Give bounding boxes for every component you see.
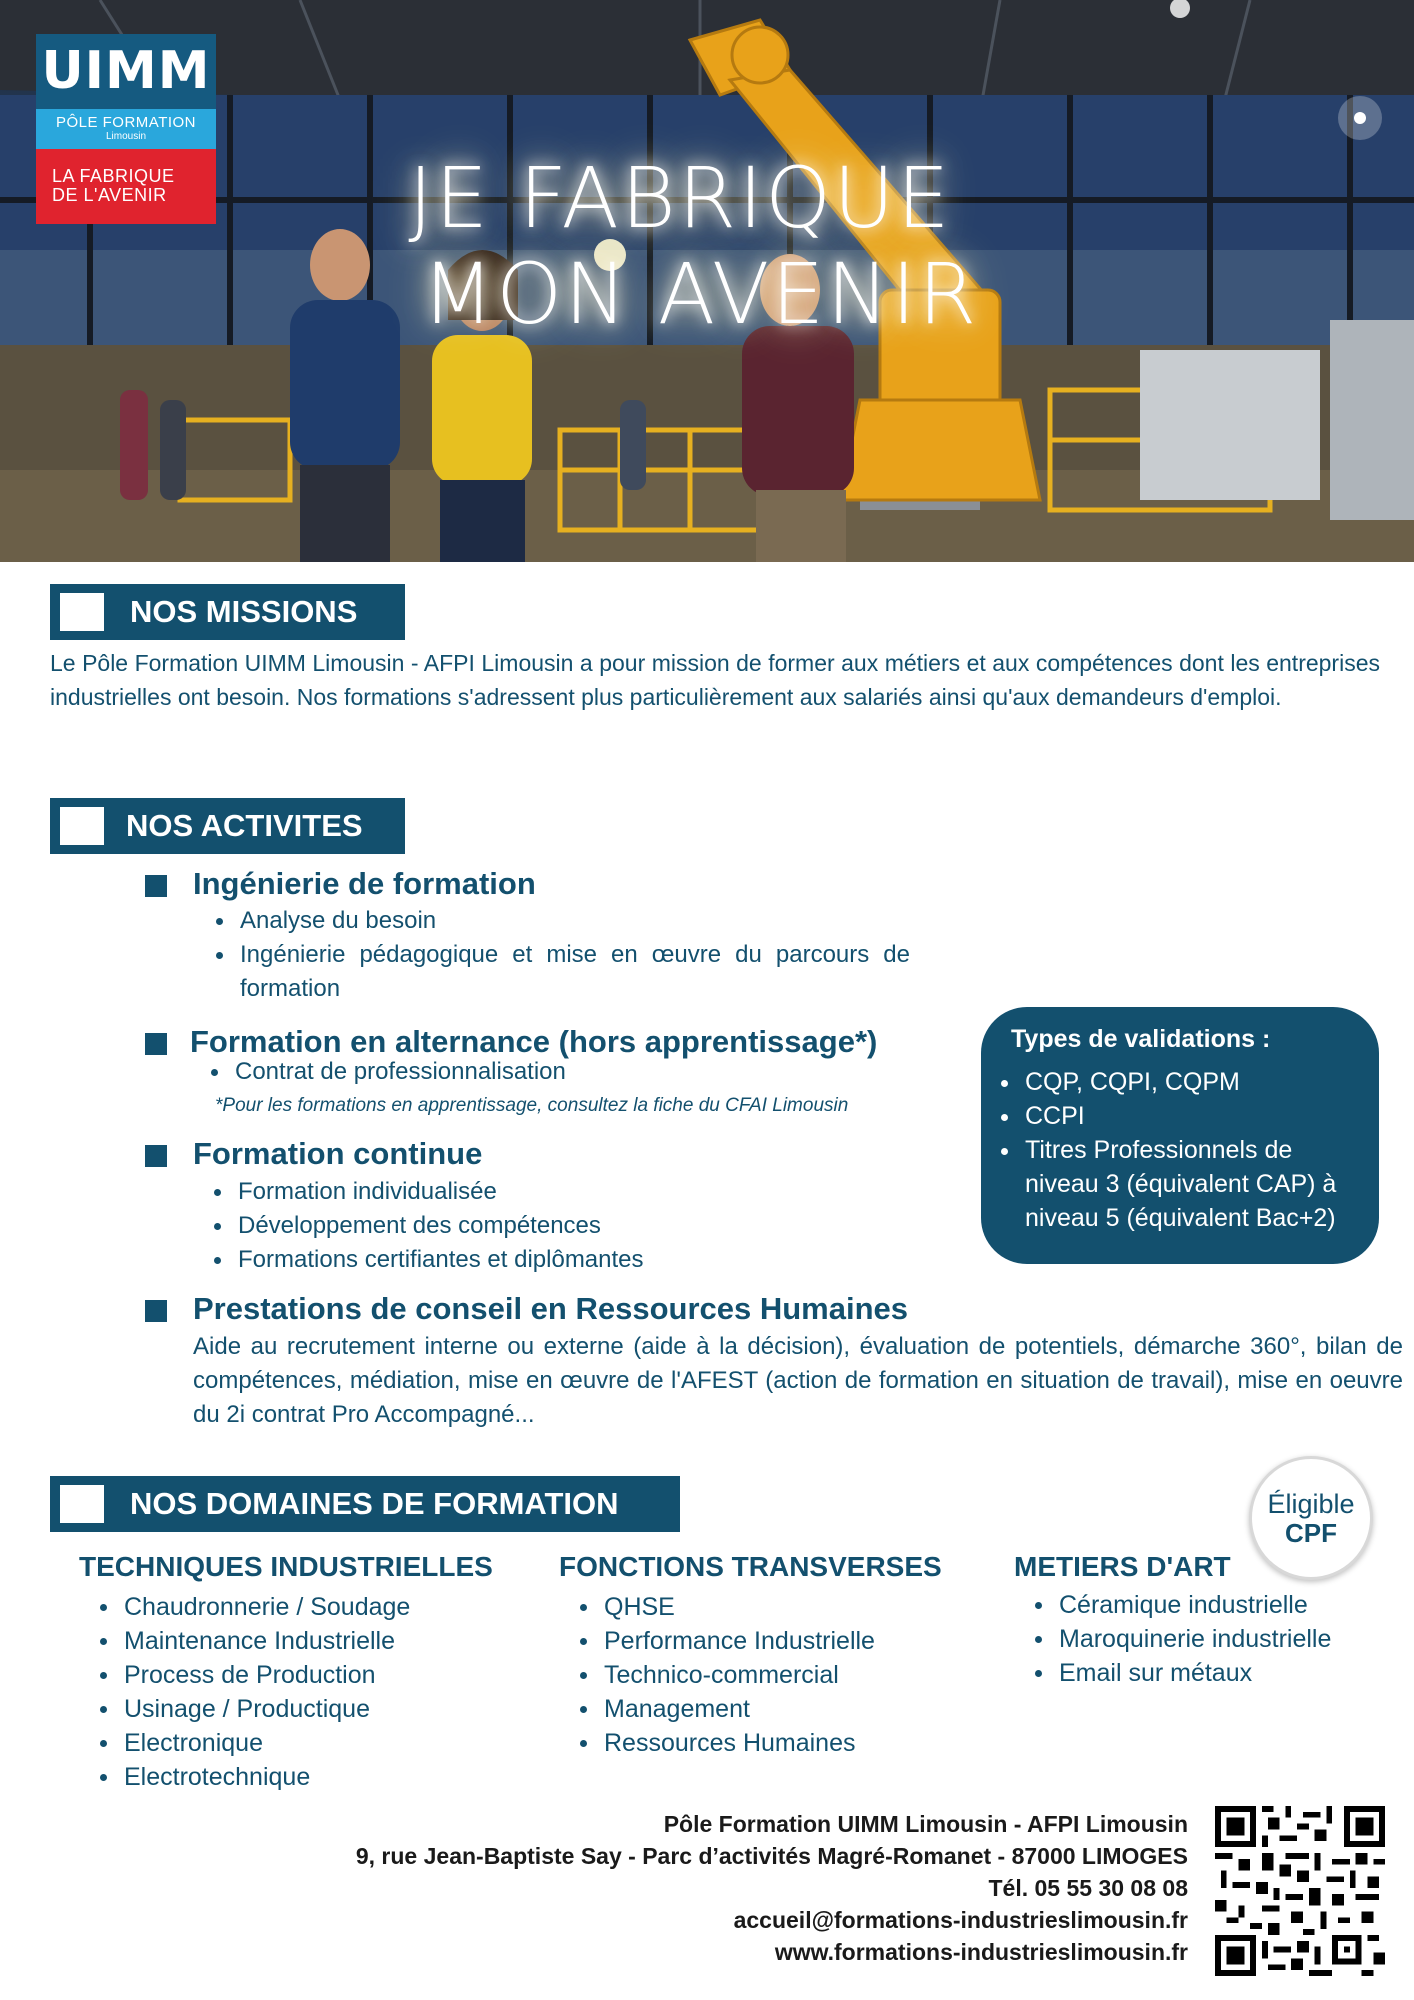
logo-tagline [36, 149, 216, 224]
missions-heading-text: NOS MISSIONS [130, 594, 358, 629]
list-art [1029, 1588, 1399, 1690]
contact-address: 9, rue Jean-Baptiste Say - Parc d’activités Magré-Romanet - 87000 LIMOGES [355, 1843, 1188, 1869]
list-item: Formations certifiantes et diplômantes [208, 1243, 908, 1277]
logo-subtitle-band [36, 109, 216, 149]
activity-title-alternance: Formation en alternance (hors apprentissage*) [190, 1024, 878, 1059]
uimm-logo [36, 34, 216, 224]
list-item: Management [574, 1692, 994, 1726]
domains-heading [50, 1476, 680, 1532]
list-transverses [574, 1590, 994, 1760]
list-techniques [94, 1590, 534, 1794]
activity-title-conseil: Prestations de conseil en Ressources Humaines [193, 1291, 908, 1326]
list-item: Electronique [94, 1726, 534, 1760]
validations-title: Types de validations : [1011, 1025, 1271, 1053]
list-item: QHSE [574, 1590, 994, 1624]
activity-title-continue: Formation continue [193, 1136, 483, 1171]
list-item: Process de Production [94, 1658, 534, 1692]
square-bullet-icon [145, 1033, 167, 1055]
heading-square-icon [60, 807, 104, 845]
logo-region: Limousin [105, 131, 147, 142]
validations-list [999, 1065, 1369, 1235]
square-bullet-icon [145, 875, 167, 897]
hero-headline [300, 150, 1060, 342]
contact-org: Pôle Formation UIMM Limousin - AFPI Limousin [663, 1811, 1188, 1837]
list-item: Contrat de professionnalisation [205, 1055, 805, 1089]
contact-block [356, 1808, 1188, 1968]
list-item: Ressources Humaines [574, 1726, 994, 1760]
logo-brand: UIMM [36, 34, 216, 109]
list-item: Usinage / Productique [94, 1692, 534, 1726]
domains-heading-text: NOS DOMAINES DE FORMATION [130, 1486, 619, 1521]
contact-email-link[interactable]: accueil@formations-industrieslimousin.fr [733, 1907, 1188, 1933]
contact-phone[interactable]: Tél. 05 55 30 08 08 [988, 1875, 1188, 1901]
missions-text: Le Pôle Formation UIMM Limousin - AFPI Limousin a pour mission de former aux métiers et aux compétences dont les entreprises industrielles ont besoin. Nos formations s'adressent plus particulièrement aux salariés ainsi qu'aux demandeurs d'emploi. [50, 650, 1380, 710]
list-item: Chaudronnerie / Soudage [94, 1590, 534, 1624]
list-item: Technico-commercial [574, 1658, 994, 1692]
domain-title-techniques: TECHNIQUES INDUSTRIELLES [79, 1551, 493, 1582]
list-item: Formation individualisée [208, 1175, 908, 1209]
cpf-eligible-badge [1249, 1456, 1373, 1580]
domain-title-transverses: FONCTIONS TRANSVERSES [559, 1551, 942, 1582]
list-ingenierie [210, 904, 910, 1006]
validations-box [981, 1007, 1379, 1264]
square-bullet-icon [145, 1300, 167, 1322]
hero-headline-line2: MON AVENIR [421, 245, 979, 343]
activities-heading [50, 798, 405, 854]
list-continue [208, 1175, 908, 1277]
list-item: CQP, CQPI, CQPM [999, 1065, 1369, 1099]
list-item: Développement des compétences [208, 1209, 908, 1243]
qr-code-icon[interactable] [1215, 1806, 1385, 1976]
apprentissage-note: *Pour les formations en apprentissage, consultez la fiche du CFAI Limousin [215, 1095, 849, 1116]
logo-tagline-line1: LA FABRIQUE [52, 166, 175, 186]
domain-title-art: METIERS D'ART [1014, 1551, 1231, 1582]
list-item: Analyse du besoin [210, 904, 910, 938]
list-alternance [205, 1055, 805, 1089]
list-item: Titres Professionnels de niveau 3 (équivalent CAP) à niveau 5 (équivalent Bac+2) [999, 1133, 1369, 1235]
list-item: Performance Industrielle [574, 1624, 994, 1658]
cpf-badge-line1: Éligible [1267, 1489, 1355, 1519]
contact-website-link[interactable]: www.formations-industrieslimousin.fr [774, 1939, 1188, 1965]
logo-tagline-line2: DE L'AVENIR [52, 185, 167, 205]
activities-heading-text: NOS ACTIVITES [126, 808, 363, 843]
hero-banner [0, 0, 1414, 562]
list-item: Maintenance Industrielle [94, 1624, 534, 1658]
list-item: Electrotechnique [94, 1760, 534, 1794]
list-item: Email sur métaux [1029, 1656, 1399, 1690]
conseil-text: Aide au recrutement interne ou externe (aide à la décision), évaluation de potentiels, démarche 360°, bilan de compétences, médiation, mise en œuvre de l'AFEST (action de formation en situation de travail), mise en oeuvre du 2i contrat Pro Accompagné... [193, 1333, 1403, 1428]
missions-heading [50, 584, 405, 640]
list-item: Maroquinerie industrielle [1029, 1622, 1399, 1656]
activity-title-ingenierie: Ingénierie de formation [193, 866, 536, 901]
list-item: Céramique industrielle [1029, 1588, 1399, 1622]
hero-headline-line1: JE FABRIQUE [408, 149, 952, 247]
cpf-badge-line2: CPF [1285, 1518, 1337, 1548]
heading-square-icon [60, 1485, 104, 1523]
list-item: CCPI [999, 1099, 1369, 1133]
list-item: Ingénierie pédagogique et mise en œuvre du parcours de formation [210, 938, 910, 1006]
logo-subtitle: PÔLE FORMATION [55, 114, 197, 131]
heading-square-icon [60, 593, 104, 631]
square-bullet-icon [145, 1145, 167, 1167]
